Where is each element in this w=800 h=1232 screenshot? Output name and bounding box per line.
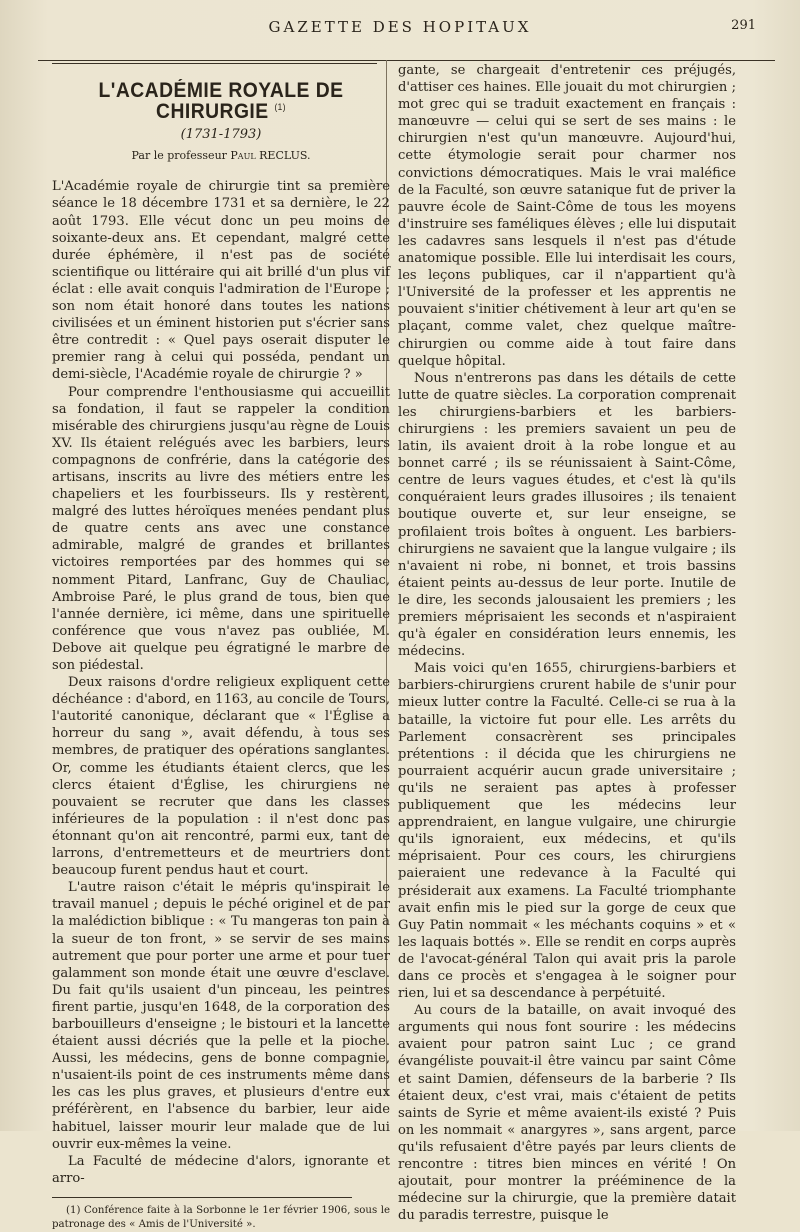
paragraph: L'Académie royale de chirurgie tint sa première séance le 18 décembre 1731 et sa dernière, le 22 août 1793. Elle vécut donc un peu moins de soixante-deux ans. Et cependant, malgré cette durée éphémère, il n'est pas de société scientifique ou littéraire qui ait brillé d'un plus vif éclat : elle avait conquis l'admiration de l'Europe ; son nom était honoré dans toutes les nations civilisées et un éminent historien put s'écrier sans être contredit : « Quel pays oserait disputer le premier rang à celui qui posséda, pendant un demi-siècle, l'Académie royale de chirurgie ? » (52, 179, 390, 383)
article-dates: (1731-1793) (180, 127, 262, 143)
left-column (52, 62, 390, 1232)
journal-title: GAZETTE DES HOPITAUX (268, 18, 532, 36)
paragraph: Au cours de la bataille, on avait invoqué des arguments qui nous font sourire : les médecins avaient pour patron saint Luc ; ce grand évangéliste pouvait-il être vaincu par saint Côme et saint Damien, défenseurs de la barberie ? Ils étaient deux, c'est vrai, mais c'étaient de petits saints de Syrie et même avaient-ils existé ? Puis on les nommait « anargyres », sans argent, parce qu'ils refusaient d'être payés par leurs clients de rencontre : titres bien minces en vérité ! On ajoutait, pour montrer la prééminence de la médecine sur la chirurgie, que la première datait du paradis terrestre, puisque le (398, 1003, 736, 1224)
article-author (52, 147, 390, 164)
footnote: (1) Conférence faite à la Sorbonne le 1er février 1906, sous le patronage des « Amis de l'Université ». (52, 1204, 390, 1230)
paragraph: Deux raisons d'ordre religieux expliquent cette déchéance : d'abord, en 1163, au concile de Tours, l'autorité canonique, déclarant que « l'Église a horreur du sang », avait défendu, à tous ses membres, de pratiquer des opérations sanglantes. Or, comme les étudiants étaient clercs, que les clercs étaient d'Église, les chirurgiens ne pouvaient se recruter que dans les classes inférieures de la population : il n'est donc pas étonnant qu'on ait rencontré, parmi eux, tant de larrons, d'entremetteurs et de meurtriers dont beaucoup furent pendus haut et court. (52, 675, 390, 879)
author-first-name: Paul (230, 149, 256, 163)
title-footnote-marker: (1) (274, 102, 286, 113)
paragraph: Mais voici qu'en 1655, chirurgiens-barbiers et barbiers-chirurgiens crurent habile de s'unir pour mieux lutter contre la Faculté. Celle-ci se rua à la bataille, la victoire fut pour elle. Les arrêts du Parlement consacrèrent ses principales prétentions : il décida que les chirurgiens ne pourraient acquérir aucun grade universitaire ; qu'ils ne seraient pas aptes à professer publiquement que les médecins leur apprendraient, en langue vulgaire, une chirurgie qu'ils ignoraient, eux médecins, et qu'ils méprisaient. Pour ces cours, les chirurgiens paieraient une redevance à la Faculté qui présiderait aux examens. La Faculté triomphante avait enfin mis le pied sur la gorge de ceux que Guy Patin nommait « les méchants coquins » et « les laquais bottés ». Elle se rendit en corps auprès de l'avocat-général Talon qui avait pris la parole dans ce procès et s'engagea à le soigner pour rien, lui et sa descendance à perpétuité. (398, 661, 736, 1002)
paragraph: Pour comprendre l'enthousiasme qui accueillit sa fondation, il faut se rappeler la condition misérable des chirurgiens jusqu'au règne de Louis XV. Ils étaient relégués avec les barbiers, leurs compagnons de confrérie, dans la catégorie des artisans, inscrits au livre des métiers entre les chapeliers et les fourbisseurs. Ils y restèrent, malgré des luttes héroïques menées pendant plus de quatre cents ans avec une constance admirable, malgré de grandes et brillantes victoires remportées par des hommes qui se nomment Pitard, Lanfranc, Guy de Chauliac, Ambroise Paré, le plus grand de tous, bien que l'année dernière, ici même, dans une spirituelle conférence que vous n'avez pas oubliée, M. Debove ait quelque peu égratigné le marbre de son piédestal. (52, 384, 390, 673)
author-prefix: Par le professeur (131, 149, 227, 163)
footnote-rule (52, 1197, 352, 1198)
page-number: 291 (731, 18, 756, 33)
article-title-text: L'ACADÉMIE ROYALE DE CHIRURGIE (98, 79, 344, 124)
header-rule (38, 60, 775, 61)
author-last-name: RECLUS. (259, 149, 311, 163)
paragraph: L'autre raison c'était le mépris qu'inspirait le travail manuel ; depuis le péché originel et de par la malédiction biblique : « Tu mangeras ton pain à la sueur de ton front, » se servir de ses mains autrement que pour porter une arme et pour tuer galamment son monde était une œuvre d'esclave. Du fait qu'ils usaient d'un pinceau, les peintres firent partie, jusqu'en 1648, de la corporation des barbouilleurs d'enseigne ; le bistouri et la lancette étaient aussi décriés que la pelle et la pioche. Aussi, les médecins, gens de bonne compagnie, n'usaient-ils point de ces instruments même dans les cas les plus graves, et plusieurs d'entre eux préférèrent, en l'absence du barbier, leur aide habituel, laisser mourir leur malade que de lui ouvrir eux-mêmes la veine. (52, 880, 390, 1152)
article-title (66, 79, 377, 124)
paragraph: La Faculté de médecine d'alors, ignorante et arro- (52, 1153, 390, 1186)
paragraph: Nous n'entrerons pas dans les détails de cette lutte de quatre siècles. La corporation comprenait les chirurgiens-barbiers et les barbiers-chirurgiens : les premiers savaient un peu de latin, ils avaient droit à la robe longue et au bonnet carré ; ils se réunissaient à Saint-Côme, centre de leurs vagues études, et c'est là qu'ils conquéraient leurs grades illusoires ; ils tenaient boutique ouverte et, sur leur enseigne, se profilaient trois boîtes à onguent. Les barbiers-chirurgiens ne savaient que la langue vulgaire ; ils n'avaient ni robe, ni bonnet, et trois bassins étaient peints au-dessus de leur porte. Inutile de le dire, les seconds jalousaient les premiers ; les premiers méprisaient les seconds et n'aspiraient qu'à égaler en considération leurs ennemis, les médecins. (398, 370, 736, 660)
right-column (398, 62, 736, 1224)
paragraph: gante, se chargeait d'entretenir ces préjugés, d'attiser ces haines. Elle jouait du mot chirurgien ; mot grec qui se traduit exactement en français : manœuvre — celui qui se sert de ses mains : le chirurgien n'est qu'un manœuvre. Aujourd'hui, cette étymologie serait pour charmer nos convictions démocratiques. Mais le vrai maléfice de la Faculté, son œuvre satanique fut de priver la pauvre école de Saint-Côme de tous les moyens d'instruire ses faméliques élèves ; elle lui disputait les cadavres sans lesquels il n'est pas d'étude anatomique possible. Elle lui interdisait les cours, les leçons publiques, car il n'appartient qu'à l'Université de la professer et les apprentis ne pouvaient s'initier chétivement à leur art qu'en se plaçant, comme valet, chez quelque maître-chirurgien ou comme aide à tout faire dans quelque hôpital. (398, 63, 736, 369)
